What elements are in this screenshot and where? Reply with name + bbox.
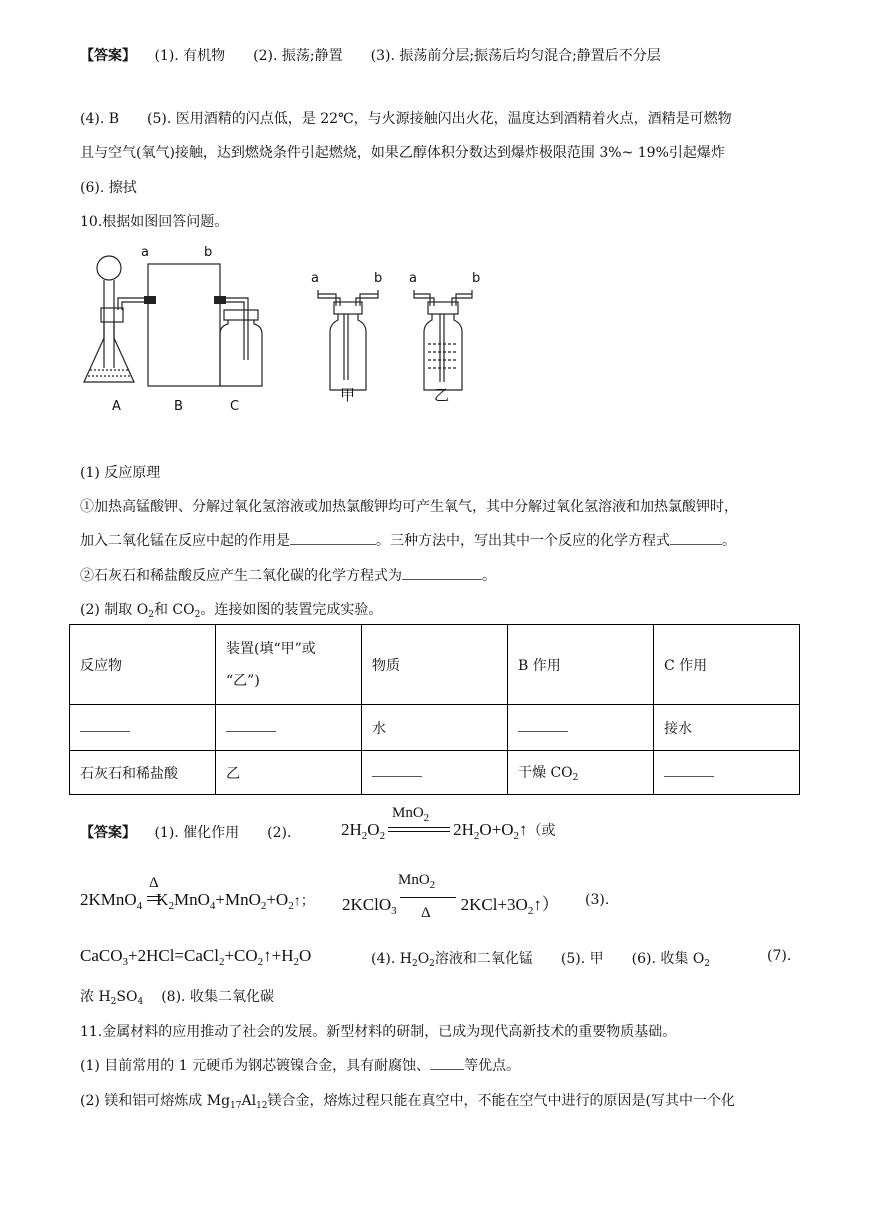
equation-bar-1 [388, 827, 450, 828]
q11-part1: (1) 目前常用的 1 元硬币为钢芯镀镍合金，具有耐腐蚀、 等优点。 [80, 1055, 520, 1075]
equation-bar-2 [147, 896, 161, 897]
label-a: a [141, 245, 149, 260]
label-yi-b: b [472, 271, 481, 286]
equation-caco3: $CaCO_3+2HCl=CaCl_2+CO_2↑+H_2O$ [80, 946, 312, 968]
equation-bar-1b [388, 831, 450, 832]
question10-title: 10.根据如图回答问题。 [80, 214, 229, 230]
cell-blank [508, 705, 654, 751]
q10-part2-head: (2) 制取 $O_2$和 $CO_2$。连接如图的装置完成实验。 [80, 602, 383, 620]
header-c-role: C 作用 [654, 625, 800, 705]
q10-part1-b: ②石灰石和稀盐酸反应产生二氧化碳的化学方程式为 。 [80, 565, 496, 585]
conical-flask [84, 322, 134, 382]
equation-bar-3 [400, 897, 456, 898]
cell-reactant: 石灰石和稀盐酸 [70, 751, 216, 795]
equation-bar-2b [147, 900, 161, 901]
blank-catalyst [290, 530, 376, 545]
label-yi: 乙 [434, 386, 450, 404]
answer-label: 【答案】 [80, 48, 136, 64]
cell-blank [654, 751, 800, 795]
table-row [70, 751, 800, 795]
cell-device: 乙 [216, 751, 362, 795]
apparatus-figure [78, 240, 498, 410]
q10-part1-a-line1: ①加热高锰酸钾、分解过氧化氢溶液或加热氯酸钾均可产生氧气，其中分解过氧化氢溶液和加热氯酸钾时， [80, 499, 738, 515]
header-substance: 物质 [362, 625, 508, 705]
experiment-table [69, 624, 800, 795]
cell-c-role: 接水 [654, 705, 800, 751]
header-reactant: 反应物 [70, 625, 216, 705]
bottle-c-stopper [224, 310, 258, 320]
blank-equation [670, 530, 722, 545]
table-row [70, 705, 800, 751]
cell-b-role: 干燥 $CO_2$ [508, 751, 654, 795]
answer9-line4: (6). 擦拭 [80, 180, 137, 196]
q11-part2: (2) 镁和铝可熔炼成 $Mg_{17}Al_{12}$镁合金，熔炼过程只能在真空中，不能在空气中进行的原因是(写其中一个化 [80, 1093, 735, 1111]
blank-advantage [430, 1055, 464, 1070]
blank-co2-equation [402, 565, 482, 580]
label-yi-a: a [409, 271, 417, 286]
answer9-line3: 且与空气(氧气)接触，达到燃烧条件引起燃烧，如果乙醇体积分数达到爆炸极限范围 3%~ 19%引起爆炸 [80, 145, 725, 161]
label-b: b [204, 245, 213, 260]
connector-ab [144, 296, 156, 304]
delta-1: Δ [149, 875, 159, 891]
label-B: B [174, 399, 183, 410]
cell-blank [70, 705, 216, 751]
answer10-line1: 【答案】 (1). 催化作用 (2). [80, 825, 292, 841]
header-b-role: B 作用 [508, 625, 654, 705]
answer10-p4: (4). $H_2O_2$溶液和二氧化锰 (5). 甲 (6). 收集 $O_2$ [371, 951, 711, 969]
answer10-line4: 浓 $H_2SO_4$ (8). 收集二氧化碳 [80, 989, 274, 1007]
q10-part1-a-line2: 加入二氧化锰在反应中起的作用是 。三种方法中，写出其中一个反应的化学方程式 。 [80, 530, 736, 550]
q10-part1-head: (1) 反应原理 [80, 465, 161, 481]
catalyst-mno2-1: MnO$_2$ [392, 805, 430, 824]
answer9-line2: (4). B (5). 医用酒精的闪点低，是 22℃，与火源接触闪出火花，温度达到酒精着火点，酒精是可燃物 [80, 111, 732, 127]
equation-kmno4: 2KMnO$_4$ $K_2MnO_4+MnO_2+O_2↑$； [80, 890, 315, 912]
label-C: C [230, 399, 240, 410]
catalyst-mno2-2: MnO$_2$ [398, 872, 436, 891]
funnel-bulb [97, 256, 121, 280]
label-A: A [112, 399, 121, 410]
delta-2: Δ [421, 905, 431, 921]
container-b [148, 264, 220, 386]
answer-text: (1). 有机物 (2). 振荡;静置 (3). 振荡前分层;振荡后均匀混合;静置后不分层 [154, 48, 661, 64]
header-device: 装置(填“甲”或 “乙”) [216, 625, 362, 705]
table-header-row [70, 625, 800, 705]
label-jia: 甲 [340, 386, 356, 404]
equation-kclo3: 2KClO$_3$ $2KCl+3O_2↑$） [342, 895, 559, 917]
bottle-yi-stopper [428, 302, 458, 314]
equation-h2o2: $2H_2O_2$ $2H_2O+O_2↑$（或 [341, 820, 556, 842]
cell-blank [362, 751, 508, 795]
label-jia-b: b [374, 271, 383, 286]
answer9-line1 [80, 45, 661, 65]
bottle-c [220, 320, 262, 386]
answer10-p7-num: (7). [767, 948, 792, 964]
cell-blank [216, 705, 362, 751]
question11-title: 11.金属材料的应用推动了社会的发展。新型材料的研制，已成为现代高新技术的重要物质基础。 [80, 1024, 677, 1040]
label-jia-a: a [311, 271, 319, 286]
cell-substance: 水 [362, 705, 508, 751]
bottle-jia-stopper [334, 302, 362, 314]
answer10-p3: (3). [585, 892, 610, 908]
connector-bc [214, 296, 226, 304]
